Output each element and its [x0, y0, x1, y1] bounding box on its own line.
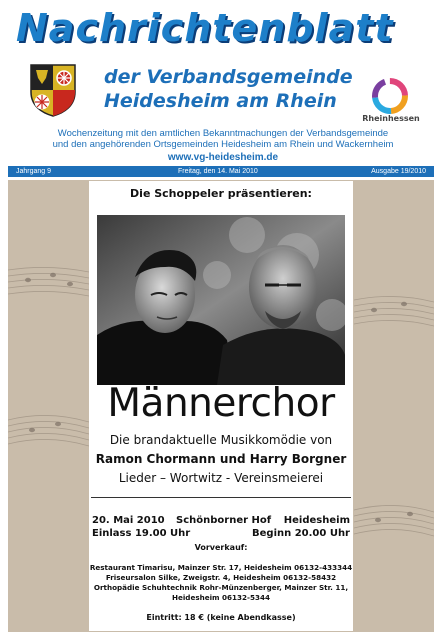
presale-outlet-4: Heidesheim 06132-5344: [171, 593, 271, 602]
poster-title: Männerchor: [107, 381, 335, 426]
presale-outlet-3: Orthopädie Schuhtechnik Rohr-Münzenberger, Mainzer Str. 11,: [93, 583, 349, 592]
intro-text: [10, 128, 436, 150]
rheinhessen-logo-icon: [360, 76, 420, 116]
intro-line-1: Wochenzeitung mit den amtlichen Bekanntmachungen der Verbandsgemeinde: [57, 128, 389, 139]
issue-date: Freitag, den 14. Mai 2010: [178, 168, 258, 175]
performers-photo: [97, 215, 345, 385]
poster-authors: Ramon Chormann und Harry Borgner: [95, 452, 347, 466]
website-link[interactable]: www.vg-heidesheim.de: [167, 152, 279, 163]
subtitle-line-1: der Verbandsgemeinde: [104, 66, 353, 88]
presale-outlet-1: Restaurant Timarisu, Mainzer Str. 17, Heidesheim 06132-433344: [89, 563, 353, 572]
issue-number: Ausgabe 19/2010: [371, 168, 426, 175]
event-poster: [89, 181, 353, 631]
poster-tagline: Die brandaktuelle Musikkomödie von: [109, 433, 333, 447]
poster-divider: [91, 497, 351, 498]
event-date: 20. Mai 2010: [92, 515, 165, 526]
issue-volume: Jahrgang 9: [16, 168, 52, 175]
newspaper-title: Nachrichtenblatt: [16, 6, 394, 50]
event-admission: Einlass 19.00 Uhr: [92, 528, 191, 539]
presale-heading: Vorverkauf:: [194, 543, 248, 552]
ticket-price: Eintritt: 18 € (keine Abendkasse): [146, 613, 296, 622]
event-start: Beginn 20.00 Uhr: [252, 528, 350, 539]
issue-info-bar: [8, 166, 434, 177]
poster-topics: Lieder – Wortwitz - Vereinsmeierei: [118, 471, 324, 485]
event-town: Heidesheim: [283, 515, 350, 526]
coat-of-arms-icon: [28, 62, 78, 118]
subtitle-line-2: Heidesheim am Rhein: [104, 90, 337, 112]
poster-presents: Die Schoppeler präsentieren:: [130, 187, 312, 200]
intro-line-2: und den angehörenden Ortsgemeinden Heidesheim am Rhein und Wackernheim: [52, 139, 394, 150]
partner-logo-label: Rheinhessen: [362, 114, 420, 123]
presale-outlet-2: Friseursalon Silke, Zweigstr. 4, Heidesheim 06132-58432: [105, 573, 337, 582]
masthead: [0, 0, 446, 178]
event-venue: Schönborner Hof: [176, 515, 272, 526]
